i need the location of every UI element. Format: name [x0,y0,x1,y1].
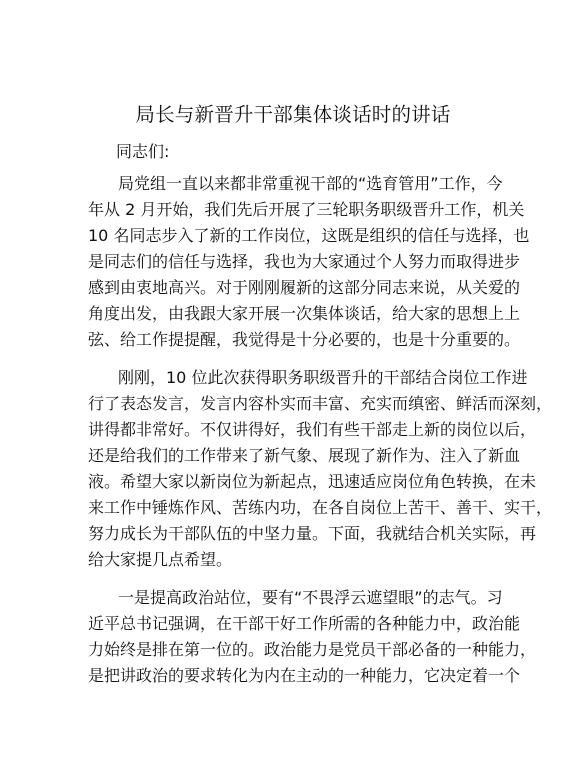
paragraph-2-line-7: 努力成长为干部队伍的中坚力量。下面，我就结合机关实际，再 [88,524,537,543]
paragraph-1-line-4: 是同志们的信任与选择，我也为大家通过个人努力而取得进步 [88,252,521,271]
paragraph-3-line-1: 一是提高政治站位，要有“不畏浮云遮望眼”的志气。习 [118,588,503,607]
paragraph-2-line-1: 刚刚，10 位此次获得职务职级晋升的干部结合岗位工作进 [118,368,528,387]
paragraph-2-line-4: 还是给我们的工作带来了新气象、展现了新作为、注入了新血 [88,446,521,465]
paragraph-3-line-2: 近平总书记强调，在干部干好工作所需的各种能力中，政治能 [88,614,521,633]
paragraph-3-line-3: 力始终是排在第一位的。政治能力是党员干部必备的一种能力， [88,640,537,659]
paragraph-1-line-6: 角度出发，由我跟大家开展一次集体谈话，给大家的思想上上 [88,304,521,323]
paragraph-1-line-5: 感到由衷地高兴。对于刚刚履新的这部分同志来说，从关爱的 [88,278,521,297]
paragraph-2-line-8: 给大家提几点希望。 [88,550,233,569]
paragraph-2-line-5: 液。希望大家以新岗位为新起点，迅速适应岗位角色转换，在未 [88,472,537,491]
paragraph-2-line-3: 讲得都非常好。不仅讲得好，我们有些干部走上新的岗位以后， [88,420,537,439]
paragraph-2-line-6: 来工作中锤炼作风、苦练内功，在各自岗位上苦干、善干、实干， [88,498,553,517]
greeting: 同志们: [116,142,170,161]
paragraph-1-line-7: 弦、给工作提提醒，我觉得是十分必要的，也是十分重要的。 [88,330,521,349]
paragraph-3-line-4: 是把讲政治的要求转化为内在主动的一种能力，它决定着一个 [88,666,521,685]
document-title: 局长与新晋升干部集体谈话时的讲话 [135,103,451,126]
paragraph-1-line-3: 10 名同志步入了新的工作岗位，这既是组织的信任与选择，也 [88,226,530,245]
paragraph-2-line-2: 行了表态发言，发言内容朴实而丰富、充实而缜密、鲜活而深刻， [88,394,553,413]
paragraph-1-line-2: 年从 2 月开始，我们先后开展了三轮职务职级晋升工作，机关 [88,200,525,219]
paragraph-1-line-1: 局党组一直以来都非常重视干部的“选育管用”工作，今 [118,174,503,193]
